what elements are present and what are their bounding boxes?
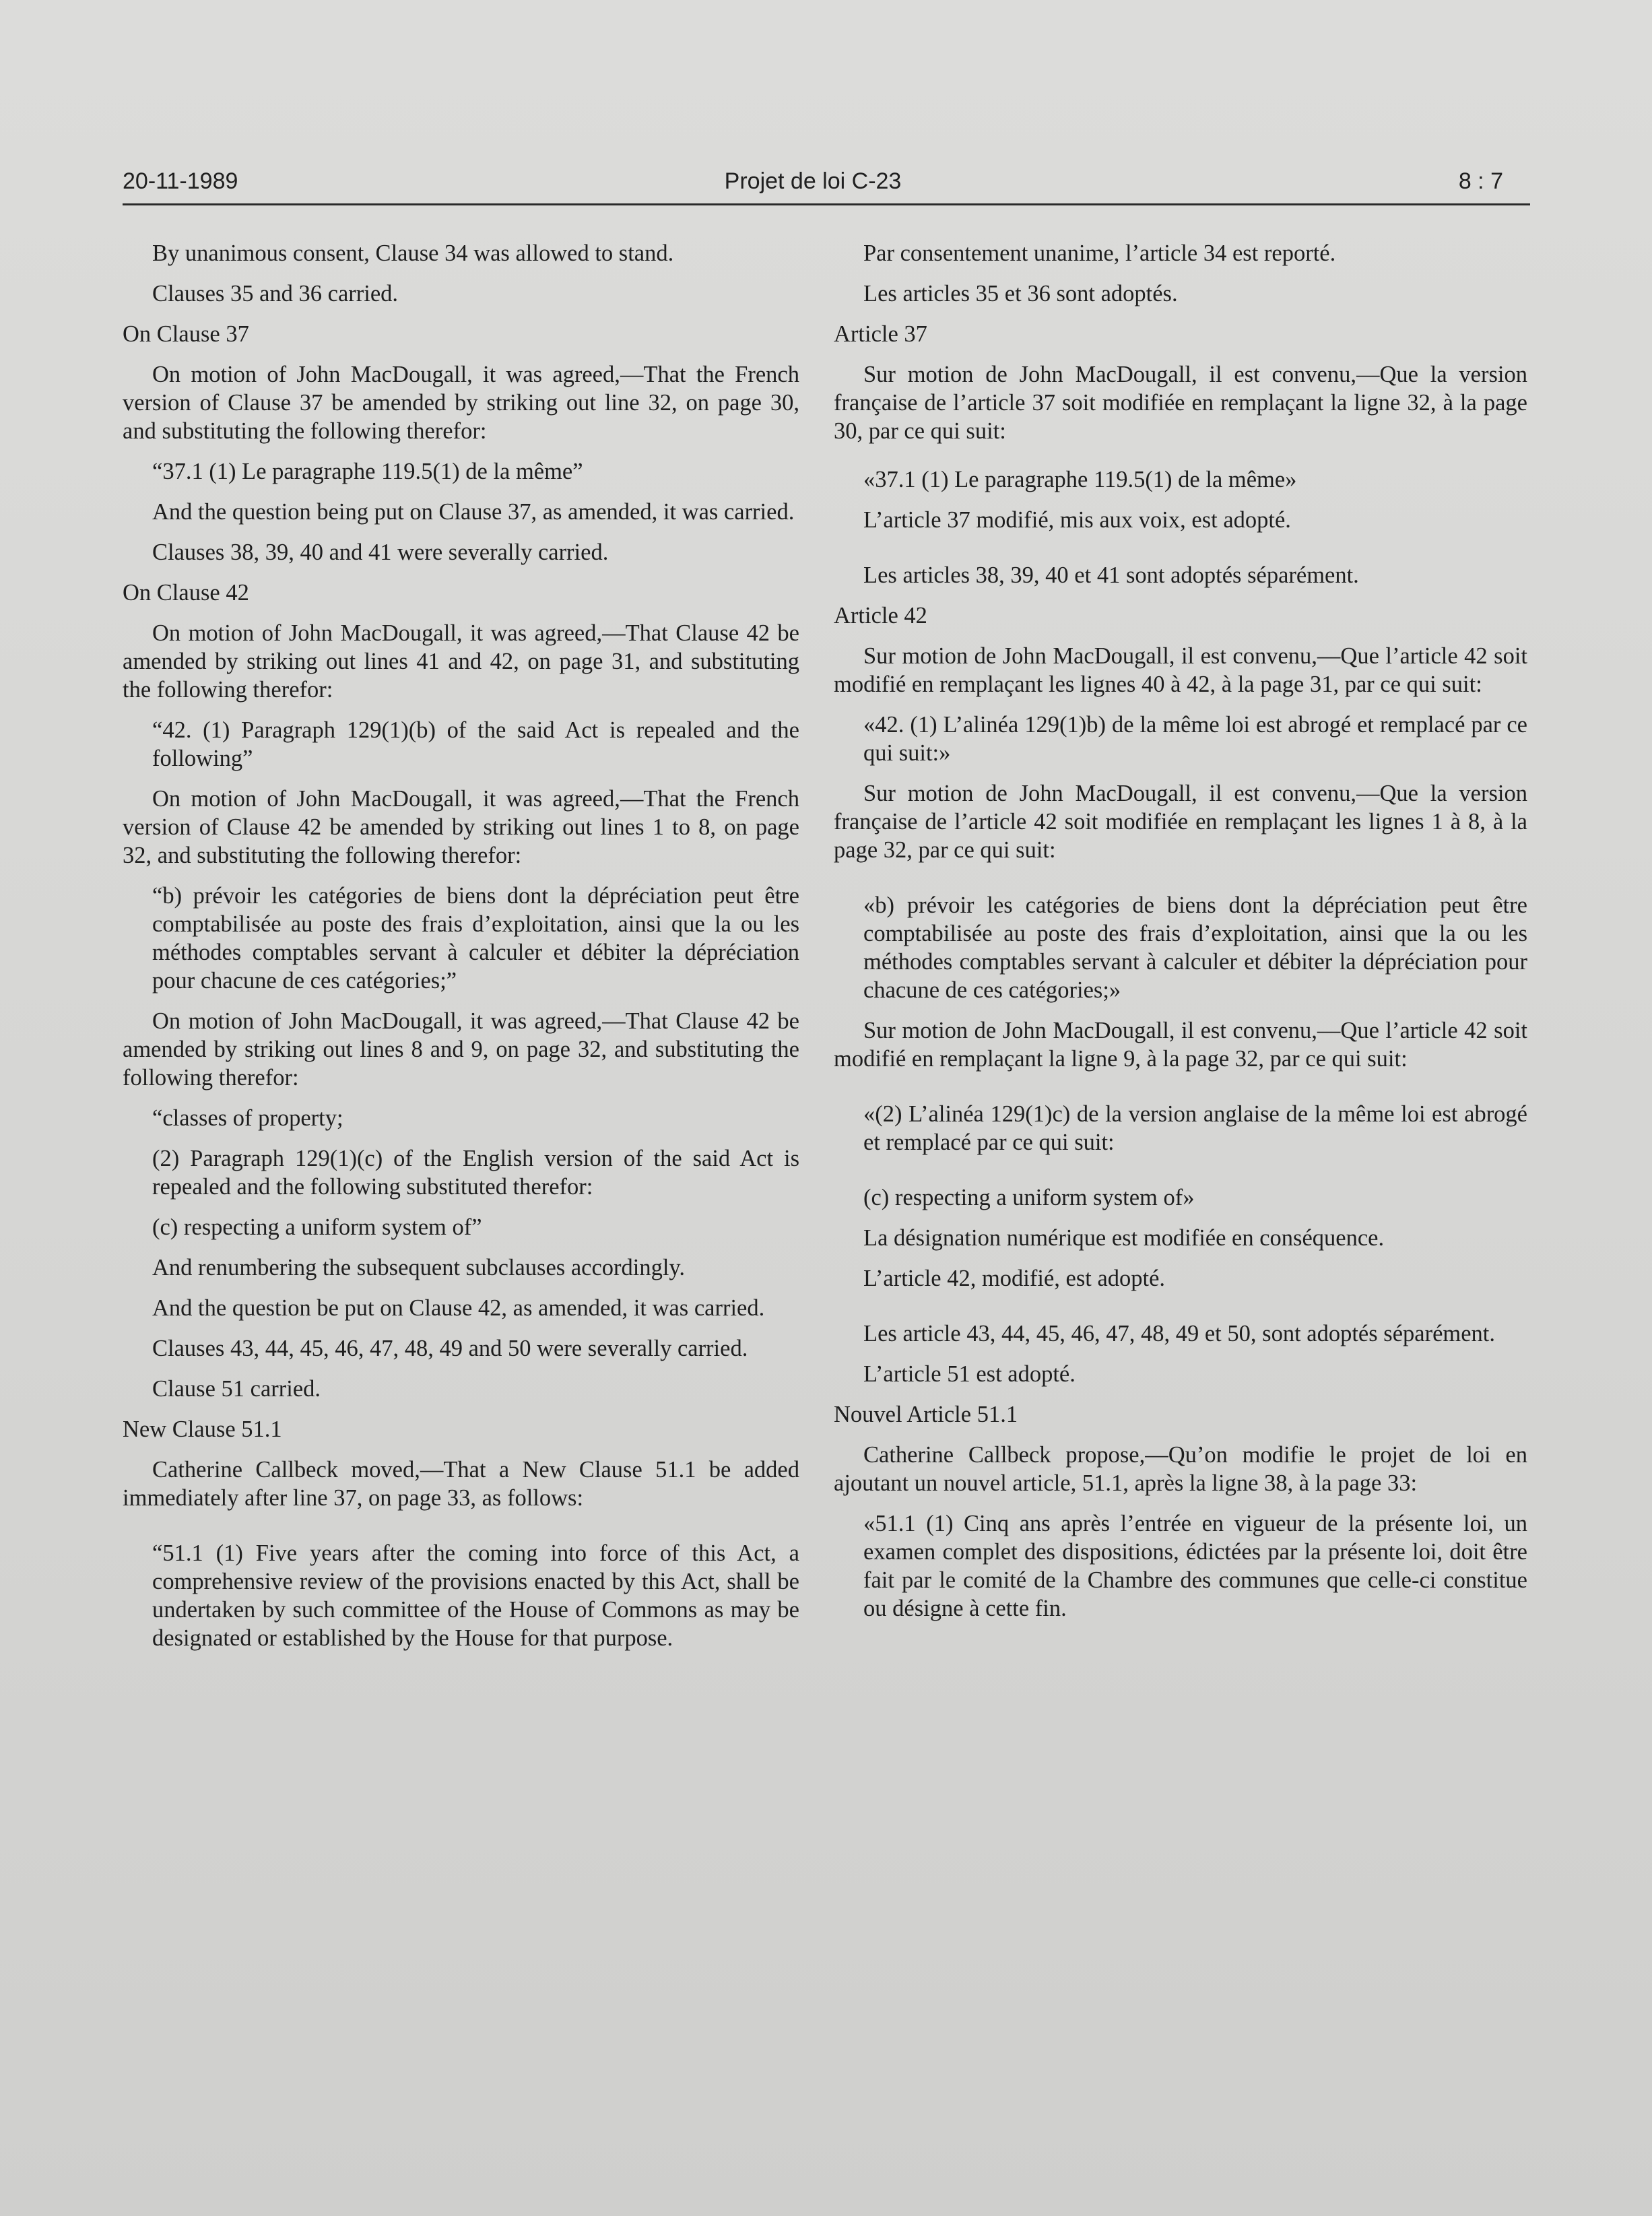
paragraph: On motion of John MacDougall, it was agreed,—That the French version of Clause 37 be amended by striking out line 32, on page 30, and substituting the following therefor:: [123, 362, 799, 444]
header-date: 20-11-1989: [123, 168, 238, 194]
quoted-amendment: «37.1 (1) Le paragraphe 119.5(1) de la même»: [863, 467, 1297, 492]
quoted-amendment: «b) prévoir les catégories de biens dont la dépréciation peut être comptabilisée au poste des frais d’exploitation, ainsi que la ou les méthodes comptables servant à calculer et débiter la dépréciation pour chacune de ces catégories;»: [863, 892, 1527, 1003]
quoted-amendment: «(2) L’alinéa 129(1)c) de la version anglaise de la même loi est abrogé et remplacé par ce qui suit:: [863, 1101, 1527, 1155]
paragraph: And the question be put on Clause 42, as amended, it was carried.: [152, 1295, 765, 1321]
paragraph: Sur motion de John MacDougall, il est convenu,—Que la version française de l’article 37 soit modifiée en remplaçant la ligne 32, à la page 30, par ce qui suit:: [834, 362, 1527, 444]
paragraph: L’article 51 est adopté.: [863, 1361, 1076, 1387]
section-heading: On Clause 42: [123, 580, 249, 606]
quoted-amendment: “42. (1) Paragraph 129(1)(b) of the said Act is repealed and the following”: [152, 717, 799, 771]
paragraph: Par consentement unanime, l’article 34 est reporté.: [863, 240, 1336, 266]
english-column: [123, 239, 799, 1652]
paragraph: Les articles 35 et 36 sont adoptés.: [863, 281, 1178, 306]
header-page-number: 8 : 7: [1458, 168, 1503, 194]
paragraph: Sur motion de John MacDougall, il est convenu,—Que l’article 42 soit modifié en remplaçant les lignes 40 à 42, à la page 31, par ce qui suit:: [834, 643, 1527, 697]
quoted-amendment: «42. (1) L’alinéa 129(1)b) de la même loi est abrogé et remplacé par ce qui suit:»: [863, 712, 1527, 766]
header-title: Projet de loi C-23: [724, 168, 902, 194]
paragraph: On motion of John MacDougall, it was agreed,—That Clause 42 be amended by striking out lines 41 and 42, on page 31, and substituting the following therefor:: [123, 620, 799, 703]
quoted-amendment: “classes of property;: [152, 1105, 343, 1131]
paragraph: La désignation numérique est modifiée en conséquence.: [863, 1225, 1385, 1251]
quoted-amendment: (2) Paragraph 129(1)(c) of the English version of the said Act is repealed and the following substituted therefor:: [152, 1146, 799, 1200]
paragraph: Clauses 43, 44, 45, 46, 47, 48, 49 and 50 were severally carried.: [152, 1336, 748, 1361]
paragraph: Sur motion de John MacDougall, il est convenu,—Que l’article 42 soit modifié en remplaçant la ligne 9, à la page 32, par ce qui suit:: [834, 1018, 1527, 1072]
paragraph: L’article 37 modifié, mis aux voix, est adopté.: [863, 507, 1291, 533]
paragraph: L’article 42, modifié, est adopté.: [863, 1266, 1166, 1291]
section-heading: Nouvel Article 51.1: [834, 1402, 1018, 1427]
paragraph: Les articles 38, 39, 40 et 41 sont adoptés séparément.: [863, 562, 1359, 588]
section-heading: On Clause 37: [123, 321, 249, 347]
paragraph: Clauses 38, 39, 40 and 41 were severally carried.: [152, 540, 609, 565]
paragraph: And renumbering the subsequent subclauses accordingly.: [152, 1255, 686, 1280]
quoted-amendment: (c) respecting a uniform system of»: [863, 1185, 1195, 1210]
french-column: [834, 239, 1527, 1623]
quoted-amendment: «51.1 (1) Cinq ans après l’entrée en vigueur de la présente loi, un examen complet des dispositions, édictées par la présente loi, doit être fait par le comité de la Chambre des communes que celle-ci constitue ou désigne à cette fin.: [863, 1511, 1527, 1621]
paragraph: Catherine Callbeck propose,—Qu’on modifie le projet de loi en ajoutant un nouvel article, 51.1, après la ligne 38, à la page 33:: [834, 1442, 1527, 1496]
paragraph: On motion of John MacDougall, it was agreed,—That Clause 42 be amended by striking out lines 8 and 9, on page 32, and substituting the following therefor:: [123, 1008, 799, 1090]
section-heading: Article 42: [834, 603, 927, 628]
paragraph: Clause 51 carried.: [152, 1376, 321, 1402]
paragraph: Sur motion de John MacDougall, il est convenu,—Que la version française de l’article 42 soit modifiée en remplaçant les lignes 1 à 8, à la page 32, par ce qui suit:: [834, 781, 1527, 863]
paragraph: Clauses 35 and 36 carried.: [152, 281, 399, 306]
header-rule: [123, 203, 1530, 205]
quoted-amendment: “51.1 (1) Five years after the coming into force of this Act, a comprehensive review of the provisions enacted by this Act, shall be undertaken by such committee of the House of Commons as may be designated or established by the House for that purpose.: [152, 1540, 799, 1651]
paragraph: Catherine Callbeck moved,—That a New Clause 51.1 be added immediately after line 37, on page 33, as follows:: [123, 1457, 799, 1511]
quoted-amendment: “b) prévoir les catégories de biens dont la dépréciation peut être comptabilisée au poste des frais d’exploitation, ainsi que la ou les méthodes comptables servant à calculer et débiter la dépréciation pour chacune de ces catégories;”: [152, 883, 799, 993]
section-heading: New Clause 51.1: [123, 1416, 282, 1442]
quoted-amendment: “37.1 (1) Le paragraphe 119.5(1) de la même”: [152, 459, 583, 484]
section-heading: Article 37: [834, 321, 927, 347]
quoted-amendment: (c) respecting a uniform system of”: [152, 1214, 482, 1240]
paragraph: By unanimous consent, Clause 34 was allowed to stand.: [152, 240, 674, 266]
paragraph: On motion of John MacDougall, it was agreed,—That the French version of Clause 42 be amended by striking out lines 1 to 8, on page 32, and substituting the following therefor:: [123, 786, 799, 868]
page-header: [123, 168, 1503, 202]
paragraph: And the question being put on Clause 37, as amended, it was carried.: [152, 499, 795, 525]
paragraph: Les article 43, 44, 45, 46, 47, 48, 49 et 50, sont adoptés séparément.: [863, 1321, 1496, 1346]
